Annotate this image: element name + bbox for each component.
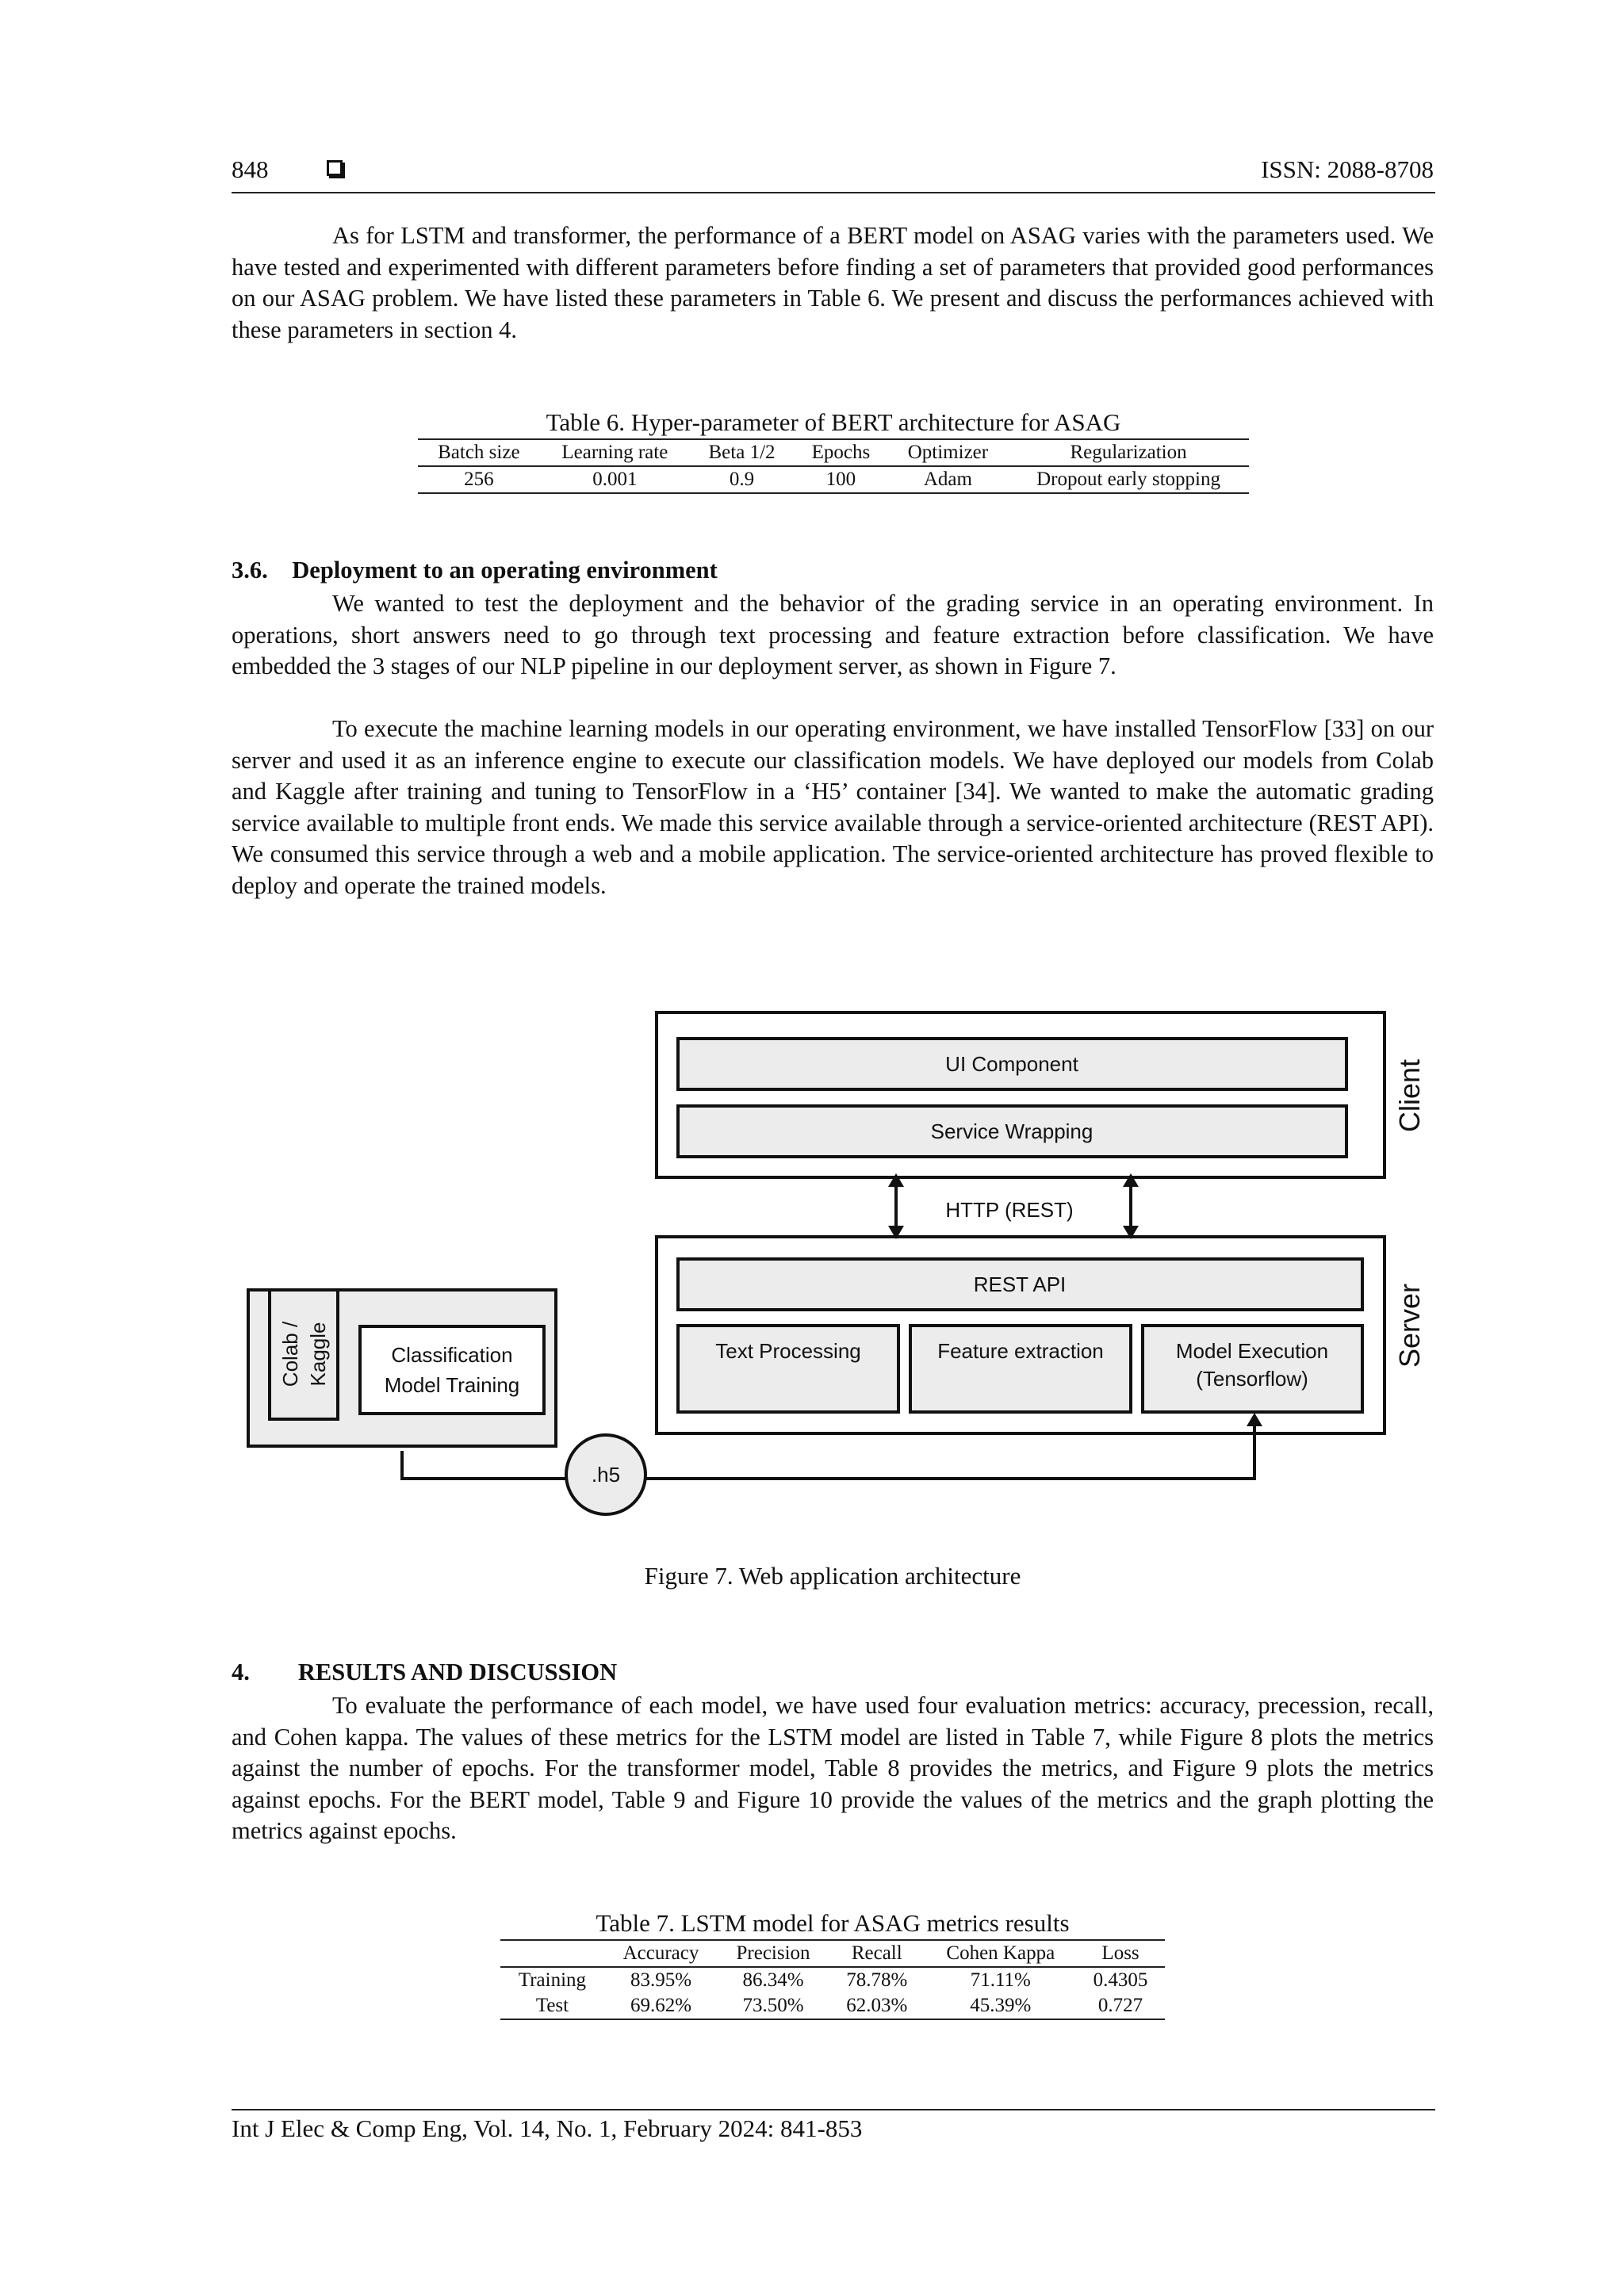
- kaggle-label: Kaggle: [306, 1322, 330, 1387]
- table-header-cell: Beta 1/2: [708, 442, 776, 463]
- table-row: [500, 1993, 1165, 2019]
- table-header-row: [500, 1940, 1165, 1967]
- table-header-cell: Epochs: [811, 442, 871, 463]
- table-header-cell: Learning rate: [561, 442, 668, 463]
- table-cell: 0.4305: [1093, 1969, 1148, 1991]
- model-execution-label: Model Execution: [1175, 1339, 1329, 1363]
- page-number: 848: [232, 155, 269, 183]
- table-header-cell: Batch size: [438, 442, 520, 463]
- colab-label: Colab /: [278, 1321, 302, 1387]
- section-heading-3-6: 3.6. Deployment to an operating environment: [232, 557, 718, 584]
- h5-connector-left: [402, 1451, 567, 1479]
- model-execution-sub-label: (Tensorflow): [1196, 1367, 1308, 1391]
- table-cell: 45.39%: [970, 1995, 1032, 2016]
- figure7-caption: Figure 7. Web application architecture: [644, 1562, 1021, 1590]
- table-cell: 0.001: [592, 469, 638, 490]
- table-cell: 0.727: [1097, 1995, 1143, 2016]
- table-cell: 62.03%: [846, 1995, 908, 2016]
- table-cell: Adam: [923, 469, 972, 490]
- footer-citation: Int J Elec & Comp Eng, Vol. 14, No. 1, February 2024: 841-853: [232, 2114, 863, 2142]
- h5-connector-right: [646, 1419, 1254, 1479]
- arrowhead-icon: [1247, 1413, 1262, 1426]
- server-label: Server: [1393, 1283, 1426, 1368]
- table7: [500, 1939, 1165, 2020]
- table-cell: 256: [464, 469, 494, 490]
- arrowhead-icon: [1123, 1173, 1139, 1187]
- model-training-label: Model Training: [384, 1373, 520, 1397]
- table-cell: 78.78%: [846, 1969, 908, 1991]
- table-cell: 86.34%: [742, 1969, 804, 1991]
- table-cell: Dropout early stopping: [1036, 469, 1220, 490]
- section36-paragraph-2: To execute the machine learning models in our operating environment, we have installed TensorFlow [33] on our server and used it as an inference engine to execute our classification models. We have deployed our models from Colab and Kaggle after training and tuning to TensorFlow in a ‘H5’ container [34]. We wanted to make the automatic grading service available to multiple front ends. We made this service available through a service-oriented architecture (REST API). We consumed this service through a web and a mobile application. The service-oriented architecture has proved flexible to deploy and operate the trained models.: [232, 715, 1434, 899]
- classification-label: Classification: [391, 1343, 513, 1367]
- ui-component-label: UI Component: [945, 1052, 1078, 1076]
- table-header-cell: Cohen Kappa: [946, 1942, 1055, 1964]
- table-cell: 69.62%: [630, 1995, 692, 2016]
- feature-extraction-label: Feature extraction: [937, 1339, 1104, 1363]
- table-header-cell: [500, 1940, 604, 1967]
- client-label: Client: [1393, 1058, 1426, 1133]
- table-header-cell: Optimizer: [907, 442, 989, 463]
- table-cell: 83.95%: [630, 1969, 692, 1991]
- intro-paragraph: As for LSTM and transformer, the performance of a BERT model on ASAG varies with the parameters used. We have tested and experimented with different parameters before finding a set of parameters that provided good performances on our ASAG problem. We have listed these parameters in Table 6. We present and discuss the performances achieved with these parameters in section 4.: [232, 222, 1434, 343]
- http-rest-label: HTTP (REST): [945, 1198, 1074, 1222]
- service-wrapping-label: Service Wrapping: [930, 1119, 1094, 1143]
- rest-api-label: REST API: [973, 1272, 1067, 1296]
- table7-caption: Table 7. LSTM model for ASAG metrics results: [596, 1909, 1070, 1937]
- h5-label: .h5: [591, 1463, 621, 1487]
- table-header-cell: Recall: [851, 1942, 902, 1964]
- section-heading-4: 4. RESULTS AND DISCUSSION: [232, 1659, 618, 1686]
- arrowhead-icon: [888, 1173, 904, 1187]
- table-cell: 0.9: [729, 469, 755, 490]
- table-header-cell: Accuracy: [622, 1942, 699, 1964]
- classification-training-box: [360, 1326, 544, 1414]
- text-processing-label: Text Processing: [715, 1339, 861, 1363]
- table-row: [500, 1967, 1165, 1993]
- table6-caption: Table 6. Hyper-parameter of BERT architecture for ASAG: [546, 408, 1121, 436]
- table-cell: 71.11%: [970, 1969, 1031, 1991]
- table-cell: 73.50%: [742, 1995, 804, 2016]
- issn: ISSN: 2088-8708: [1261, 155, 1434, 183]
- table-cell: Test: [535, 1995, 569, 2016]
- table-cell: Training: [518, 1969, 587, 1991]
- footer-rule: [232, 2109, 1435, 2110]
- section4-paragraph-1: To evaluate the performance of each model, we have used four evaluation metrics: accuracy, precession, recall, and Cohen kappa. The values of these metrics for the LSTM model are listed in Table 7, while Figure 8 plots the metrics against the number of epochs. For the transformer model, Table 8 provides the metrics, and Figure 9 plots the metrics against epochs. For the BERT model, Table 9 and Figure 10 provide the values of the metrics and the graph plotting the metrics against epochs.: [232, 1692, 1434, 1844]
- table-cell: 100: [825, 469, 856, 490]
- table-header-cell: Regularization: [1070, 442, 1187, 463]
- section36-paragraph-1: We wanted to test the deployment and the behavior of the grading service in an operating environment. In operations, short answers need to go through text processing and feature extraction before classification. We have embedded the 3 stages of our NLP pipeline in our deployment server, as shown in Figure 7.: [232, 590, 1434, 679]
- table-header-cell: Precision: [736, 1942, 810, 1964]
- table-header-cell: Loss: [1101, 1942, 1139, 1964]
